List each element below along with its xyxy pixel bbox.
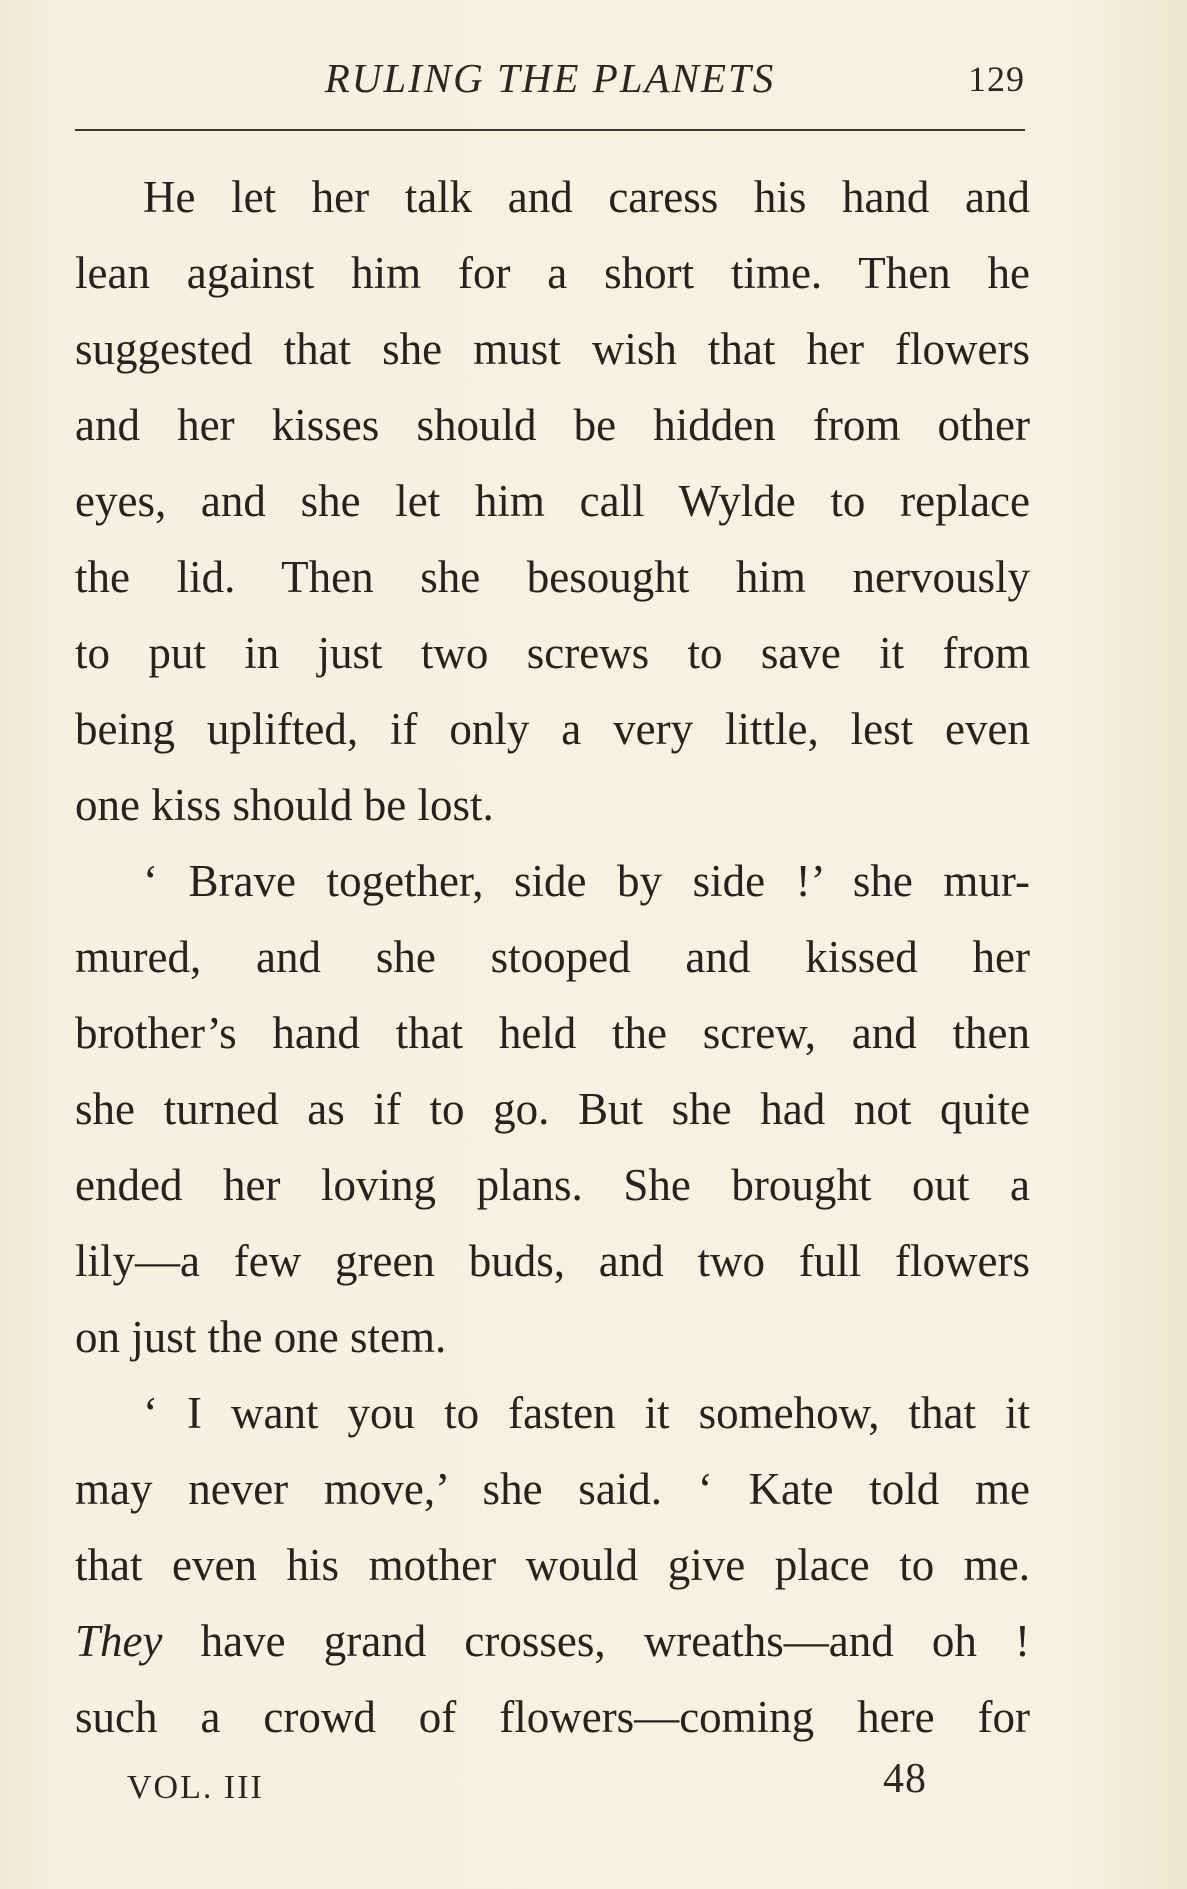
- text-line-italic: [75, 1603, 1030, 1679]
- text-line-rest: have grand crosses, wreaths—and oh !: [200, 1616, 1031, 1666]
- text-line: such a crowd of flowers—coming here for: [75, 1692, 1030, 1742]
- text-line: being uplifted, if only a very little, lest even: [75, 704, 1030, 754]
- text-line: that even his mother would give place to me.: [75, 1540, 1030, 1590]
- page-footer: [75, 1755, 1025, 1815]
- text-line: ‘ I want you to fasten it somehow, that it: [143, 1388, 1030, 1438]
- text-line: lean against him for a short time. Then he: [75, 248, 1030, 298]
- text-line: one kiss should be lost.: [75, 780, 494, 830]
- text-line: may never move,’ she said. ‘ Kate told me: [75, 1464, 1030, 1514]
- text-line: eyes, and she let him call Wylde to replace: [75, 476, 1030, 526]
- text-line: suggested that she must wish that her flowers: [75, 324, 1030, 374]
- text-line: to put in just two screws to save it from: [75, 628, 1030, 678]
- text-line: He let her talk and caress his hand and: [143, 172, 1030, 222]
- running-title: RULING THE PLANETS: [324, 55, 776, 101]
- paragraph-1: [75, 159, 1030, 843]
- volume-signature: VOL. III: [127, 1769, 264, 1806]
- italic-word: They: [75, 1616, 163, 1666]
- text-line: and her kisses should be hidden from other: [75, 400, 1030, 450]
- body-text: [75, 159, 1030, 1755]
- text-line: brother’s hand that held the screw, and then: [75, 1008, 1030, 1058]
- page-header: [75, 50, 1025, 110]
- signature-number: 48: [883, 1756, 927, 1802]
- paragraph-2: [75, 843, 1030, 1375]
- text-line: on just the one stem.: [75, 1312, 447, 1362]
- page-number: 129: [968, 59, 1025, 99]
- text-line: ‘ Brave together, side by side !’ she mur-: [143, 856, 1030, 906]
- text-line: the lid. Then she besought him nervously: [75, 552, 1030, 602]
- text-line: mured, and she stooped and kissed her: [75, 932, 1030, 982]
- text-line: lily—a few green buds, and two full flowers: [75, 1236, 1030, 1286]
- paragraph-3: [75, 1375, 1030, 1755]
- text-line: she turned as if to go. But she had not quite: [75, 1084, 1030, 1134]
- text-line: ended her loving plans. She brought out a: [75, 1160, 1030, 1210]
- header-rule: [75, 129, 1025, 131]
